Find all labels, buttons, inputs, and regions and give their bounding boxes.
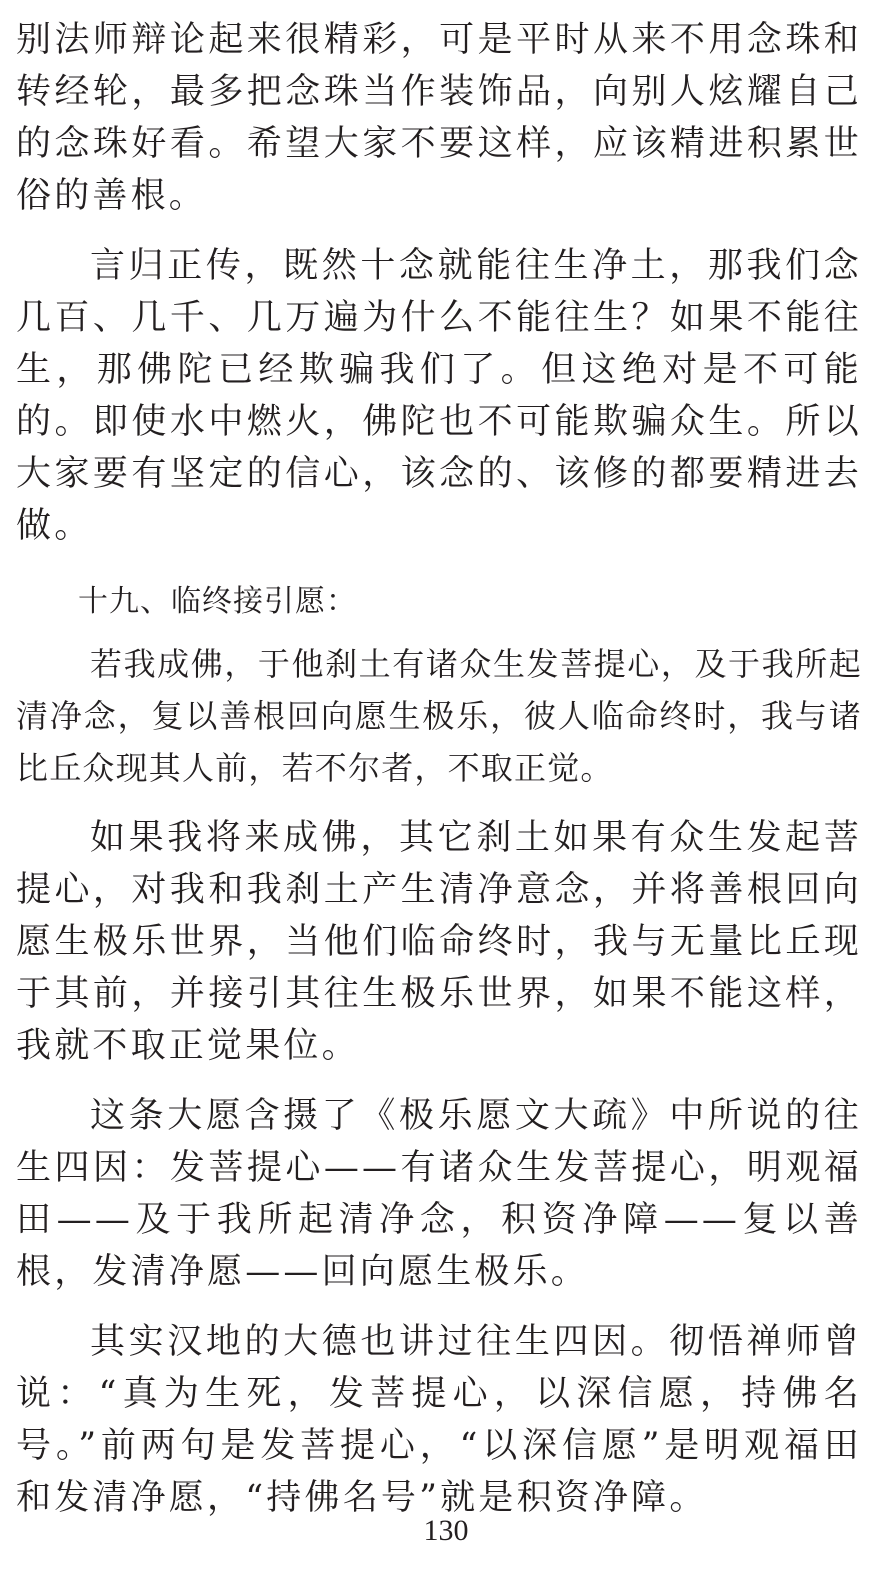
vow-text: 若我成佛，于他刹土有诸众生发菩提心，及于我所起清净念，复以善根回向愿生极乐，彼人临命终时，我与诸比丘众现其人前，若不尔者，不取正觉。 (16, 645, 862, 787)
section-heading: 十九、临终接引愿： (78, 584, 357, 619)
paragraph-closing: 其实汉地的大德也讲过往生四因。彻悟禅师曾说：“真为生死，发菩提心，以深信愿，持佛名号。”前两句是发菩提心，“以深信愿”是明观福田和发清净愿，“持佛名号”就是积资净障。 (16, 1322, 862, 1518)
page-body (16, 14, 862, 1524)
paragraph-faith: 言归正传，既然十念就能往生净土，那我们念几百、几千、几万遍为什么不能往生？如果不能往生，那佛陀已经欺骗我们了。但这绝对是不可能的。即使水中燃火，佛陀也不可能欺骗众生。所以大家要有坚定的信心，该念的、该修的都要精进去做。 (16, 246, 862, 546)
paragraph-commentary: 这条大愿含摄了《极乐愿文大疏》中所说的往生四因：发菩提心——有诸众生发菩提心，明观福田——及于我所起清净念，积资净障——复以善根，发清净愿——回向愿生极乐。 (16, 1096, 862, 1292)
paragraph-explanation: 如果我将来成佛，其它刹土如果有众生发起菩提心，对我和我刹土产生清净意念，并将善根回向愿生极乐世界，当他们临命终时，我与无量比丘现于其前，并接引其往生极乐世界，如果不能这样，我就不取正觉果位。 (16, 818, 862, 1066)
page-number: 130 (423, 1514, 469, 1547)
paragraph-continued: 别法师辩论起来很精彩，可是平时从来不用念珠和转经轮，最多把念珠当作装饰品，向别人炫耀自己的念珠好看。希望大家不要这样，应该精进积累世俗的善根。 (16, 20, 862, 216)
